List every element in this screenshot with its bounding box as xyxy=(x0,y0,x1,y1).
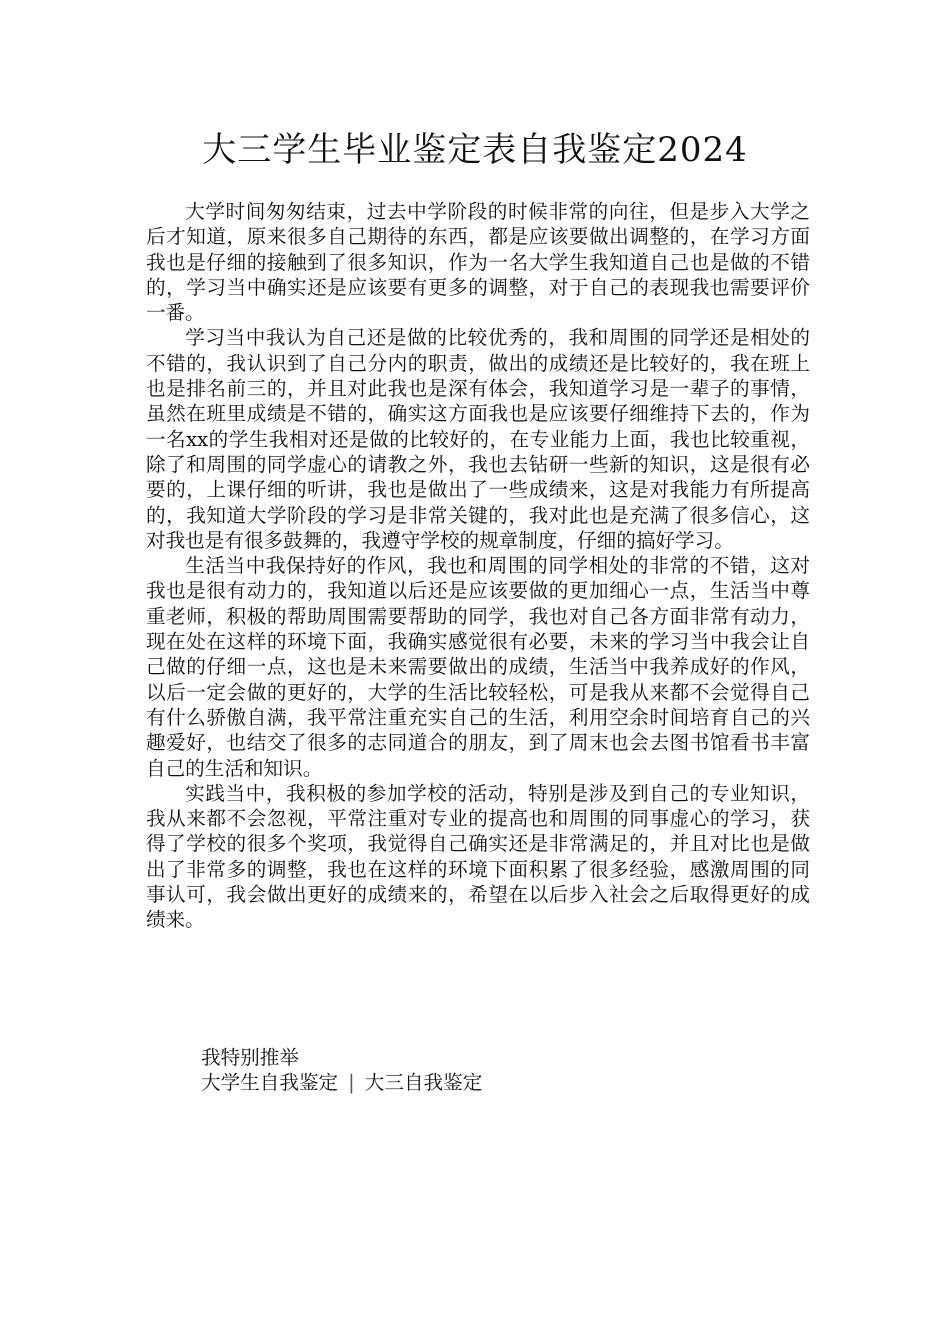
paragraph-2: 学习当中我认为自己还是做的比较优秀的，我和周围的同学还是相处的不错的，我认识到了自己分内的职责，做出的成绩还是比较好的，我在班上也是排名前三的，并且对此我也是深有体会，我知道学习是一辈子的事情，虽然在班里成绩是不错的，确实这方面我也是应该要仔细维持下去的，作为一名xx的学生我相对还是做的比较好的，在专业能力上面，我也比较重视，除了和周围的同学虚心的请教之外，我也去钻研一些新的知识，这是很有必要的，上课仔细的听讲，我也是做出了一些成绩来，这是对我能力有所提高的，我知道大学阶段的学习是非常关键的，我对此也是充满了很多信心，这对我也是有很多鼓舞的，我遵守学校的规章制度，仔细的搞好学习。 xyxy=(146,326,810,552)
recommendation-heading: 我特别推举 xyxy=(201,1046,299,1069)
document-body xyxy=(146,199,810,933)
paragraph-1: 大学时间匆匆结束，过去中学阶段的时候非常的向往，但是步入大学之后才知道，原来很多自己期待的东西，都是应该要做出调整的，在学习方面我也是仔细的接触到了很多知识，作为一名大学生我知道自己也是做的不错的，学习当中确实还是应该要有更多的调整，对于自己的表现我也需要评价一番。 xyxy=(146,200,810,325)
link-separator: | xyxy=(348,1071,355,1095)
recommendation-links xyxy=(201,1070,482,1095)
document-title: 大三学生毕业鉴定表自我鉴定2024 xyxy=(202,130,748,170)
link-college-self-appraisal[interactable]: 大学生自我鉴定 xyxy=(201,1071,339,1095)
paragraph-3: 生活当中我保持好的作风，我也和周围的同学相处的非常的不错，这对我也是很有动力的，我知道以后还是应该要做的更加细心一点，生活当中尊重老师，积极的帮助周围需要帮助的同学，我也对自己各方面非常有动力，现在处在这样的环境下面，我确实感觉很有必要，未来的学习当中我会让自己做的仔细一点，这也是未来需要做出的成绩，生活当中我养成好的作风，以后一定会做的更好的，大学的生活比较轻松，可是我从来都不会觉得自己有什么骄傲自满，我平常注重充实自己的生活，利用空余时间培育自己的兴趣爱好，也结交了很多的志同道合的朋友，到了周末也会去图书馆看书丰富自己的生活和知识。 xyxy=(146,554,810,780)
recommendation-block xyxy=(201,1045,482,1096)
link-junior-self-appraisal[interactable]: 大三自我鉴定 xyxy=(364,1071,483,1095)
paragraph-4: 实践当中，我积极的参加学校的活动，特别是涉及到自己的专业知识，我从来都不会忽视，平常注重对专业的提高也和周围的同事虚心的学习，获得了学校的很多个奖项，我觉得自己确实还是非常满足的，并且对比也是做出了非常多的调整，我也在这样的环境下面积累了很多经验，感激周围的同事认可，我会做出更好的成绩来的，希望在以后步入社会之后取得更好的成绩来。 xyxy=(146,781,810,932)
